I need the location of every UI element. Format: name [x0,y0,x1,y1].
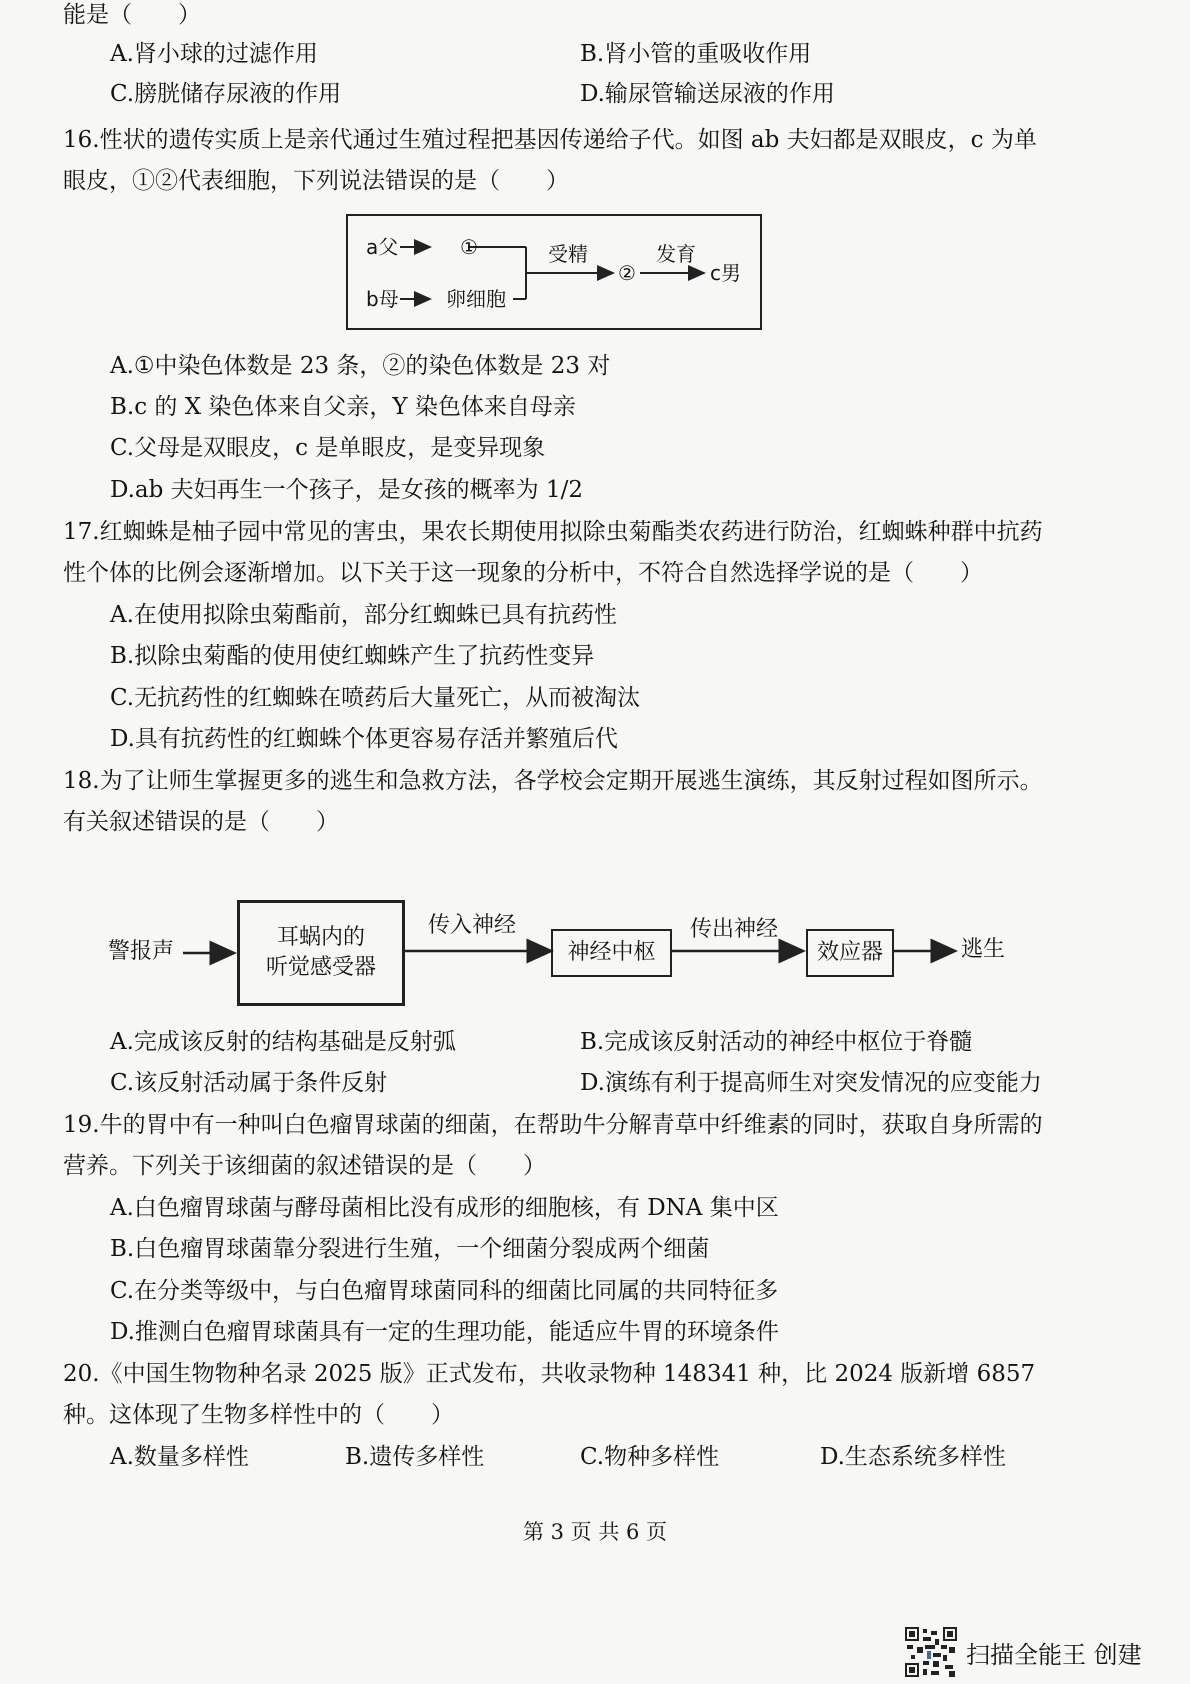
q16-cell2-label: ② [618,261,636,285]
q16-option-a: A.①中染色体数是 23 条，②的染色体数是 23 对 [110,353,611,379]
q19-stem-line1: 19.牛的胃中有一种叫白色瘤胃球菌的细菌，在帮助牛分解青草中纤维素的同时，获取自身所需的 [63,1112,1043,1138]
q17-option-a: A.在使用拟除虫菊酯前，部分红蜘蛛已具有抗药性 [110,602,617,628]
q19-stem-line2: 营养。下列关于该细菌的叙述错误的是（ ） [63,1153,546,1179]
q16-option-c: C.父母是双眼皮，c 是单眼皮，是变异现象 [110,435,546,461]
q16-father-label: a父 [366,235,399,259]
q20-option-c: C.物种多样性 [580,1444,720,1470]
q16-egg-label: 卵细胞 [446,287,506,311]
q19-option-b: B.白色瘤胃球菌靠分裂进行生殖，一个细菌分裂成两个细菌 [110,1236,710,1262]
q15-option-b: B.肾小管的重吸收作用 [580,41,812,67]
q18-effector-box: 效应器 [806,929,894,977]
q16-stem-line2: 眼皮，①②代表细胞，下列说法错误的是（ ） [63,168,569,194]
q19-option-c: C.在分类等级中，与白色瘤胃球菌同科的细菌比同属的共同特征多 [110,1278,779,1304]
q18-option-d: D.演练有利于提高师生对突发情况的应变能力 [580,1070,1042,1096]
q16-mother-label: b母 [366,287,399,311]
q16-option-b: B.c 的 X 染色体来自父亲，Y 染色体来自母亲 [110,394,576,420]
q15-option-d: D.输尿管输送尿液的作用 [580,81,835,107]
q20-stem-line2: 种。这体现了生物多样性中的（ ） [63,1402,454,1428]
q18-receptor-box [237,900,405,1006]
scanner-brand: 扫描全能王 创建 [966,1641,1142,1669]
q15-option-a: A.肾小球的过滤作用 [110,41,318,67]
q18-receptor-line2: 听觉感受器 [265,955,376,980]
q16-development-label: 发育 [656,242,696,266]
q20-option-b: B.遗传多样性 [345,1444,485,1470]
q18-stem-line1: 18.为了让师生掌握更多的逃生和急救方法，各学校会定期开展逃生演练，其反射过程如图所示。 [63,768,1043,794]
q18-option-c: C.该反射活动属于条件反射 [110,1070,388,1096]
q16-cell1-label: ① [460,235,478,259]
q15-option-c: C.膀胱储存尿液的作用 [110,81,342,107]
q16-fertilization-label: 受精 [548,242,588,266]
q20-option-a: A.数量多样性 [110,1444,249,1470]
q16-diagram-arrows [348,216,764,332]
q18-stem-line2: 有关叙述错误的是（ ） [63,809,339,835]
q17-stem-line1: 17.红蜘蛛是柚子园中常见的害虫，果农长期使用拟除虫菊酯类农药进行防治，红蜘蛛种群中抗药 [63,519,1043,545]
q18-option-b: B.完成该反射活动的神经中枢位于脊髓 [580,1029,973,1055]
q17-stem-line2: 性个体的比例会逐渐增加。以下关于这一现象的分析中，不符合自然选择学说的是（ ） [63,560,983,586]
q18-efferent-label: 传出神经 [690,917,779,942]
q18-center-box: 神经中枢 [551,929,672,977]
q17-option-d: D.具有抗药性的红蜘蛛个体更容易存活并繁殖后代 [110,726,618,752]
q20-stem-line1: 20.《中国生物物种名录 2025 版》正式发布，共收录物种 148341 种，比 2024 版新增 6857 [63,1361,1036,1387]
q16-diagram [346,214,762,330]
q18-receptor-line1: 耳蜗内的 [276,925,365,950]
q15-stem-tail: 能是（ ） [63,2,201,28]
qr-code-icon [905,1627,957,1677]
q17-option-b: B.拟除虫菊酯的使用使红蜘蛛产生了抗药性变异 [110,643,595,669]
q18-afferent-label: 传入神经 [428,913,517,938]
q16-son-label: c男 [710,261,741,285]
q19-option-d: D.推测白色瘤胃球菌具有一定的生理功能，能适应牛胃的环境条件 [110,1319,779,1345]
q18-option-a: A.完成该反射的结构基础是反射弧 [110,1029,456,1055]
q16-option-d: D.ab 夫妇再生一个孩子，是女孩的概率为 1/2 [110,477,584,503]
q18-result-label: 逃生 [961,937,1006,962]
q16-stem-line1: 16.性状的遗传实质上是亲代通过生殖过程把基因传递给子代。如图 ab 夫妇都是双眼皮，c 为单 [63,127,1037,153]
q17-option-c: C.无抗药性的红蜘蛛在喷药后大量死亡，从而被淘汰 [110,685,641,711]
page-number: 第 3 页 共 6 页 [522,1520,668,1544]
q20-option-d: D.生态系统多样性 [820,1444,1006,1470]
q18-stimulus-label: 警报声 [108,939,175,964]
q19-option-a: A.白色瘤胃球菌与酵母菌相比没有成形的细胞核，有 DNA 集中区 [110,1195,779,1221]
